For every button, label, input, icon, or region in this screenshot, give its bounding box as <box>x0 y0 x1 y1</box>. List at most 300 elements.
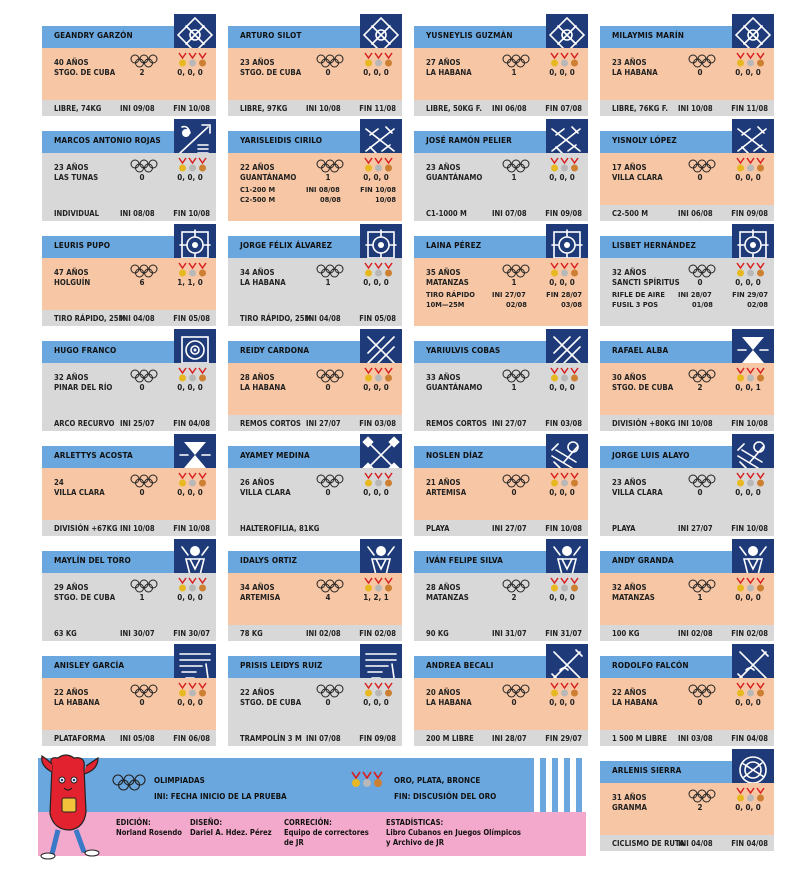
athlete-details <box>600 573 774 625</box>
athlete-name-bar <box>414 551 546 573</box>
ini-date-1: INI 28/07 <box>678 290 712 299</box>
athlete-name-bar <box>42 446 174 468</box>
athlete-card <box>414 224 588 326</box>
event-footer <box>42 520 216 536</box>
credits-panel <box>38 812 586 856</box>
athlete-name: LAINA PÉREZ <box>426 240 482 250</box>
ini-date: INI 10/08 <box>678 104 713 113</box>
athlete-city: MATANZAS <box>426 593 469 602</box>
medal-count: 0, 0, 0 <box>549 488 575 497</box>
athlete-age: 23 AÑOS <box>54 163 89 172</box>
athlete-details <box>228 573 402 625</box>
athlete-city: VILLA CLARA <box>240 488 291 497</box>
athlete-age: 32 AÑOS <box>612 268 647 277</box>
athlete-name-bar <box>228 236 360 258</box>
athlete-card <box>42 224 216 326</box>
event-name: C1-1000 M <box>426 209 467 218</box>
athlete-name-bar <box>600 236 732 258</box>
athlete-age: 31 AÑOS <box>612 793 647 802</box>
medal-count: 0, 0, 0 <box>735 488 761 497</box>
athlete-card <box>414 119 588 221</box>
olympic-participations: 0 <box>139 383 145 392</box>
athlete-city: GUANTÁNAMO <box>426 173 483 182</box>
medal-count: 0, 0, 0 <box>363 278 389 287</box>
event-name: LIBRE, 76KG F. <box>612 104 668 113</box>
medal-count: 0, 0, 0 <box>735 698 761 707</box>
event-footer <box>414 100 588 116</box>
athlete-age: 30 AÑOS <box>612 373 647 382</box>
olympic-participations: 0 <box>325 698 331 707</box>
event-footer <box>42 205 216 221</box>
ini-date: INI 10/08 <box>120 524 155 533</box>
athlete-name-bar <box>414 26 546 48</box>
medal-count: 1, 2, 1 <box>363 593 389 602</box>
event-name: C2-500 M <box>612 209 649 218</box>
event-name: LIBRE, 74KG <box>54 104 102 113</box>
medal-count: 0, 0, 0 <box>549 698 575 707</box>
olympic-participations: 2 <box>697 383 703 392</box>
event-footer <box>42 730 216 746</box>
ini-date-1: INI 08/08 <box>306 185 340 194</box>
athlete-name-bar <box>228 551 360 573</box>
athlete-details <box>414 678 588 730</box>
athlete-name-bar <box>600 446 732 468</box>
event-footer <box>600 520 774 536</box>
olympic-rings-icon <box>502 579 530 593</box>
athlete-card <box>600 749 774 851</box>
athlete-card <box>228 539 402 641</box>
athlete-age: 22 AÑOS <box>240 688 275 697</box>
credit-estadisticas-title: ESTADÍSTICAS: <box>386 818 444 827</box>
athlete-city: ARTEMISA <box>426 488 467 497</box>
ini-date: INI 06/08 <box>492 104 527 113</box>
ini-date: INI 27/07 <box>492 419 527 428</box>
athlete-card <box>42 434 216 536</box>
fin-date: FIN 10/08 <box>173 209 210 218</box>
event-footer <box>228 310 402 326</box>
olympic-participations: 1 <box>139 593 145 602</box>
ini-date: INI 27/07 <box>492 524 527 533</box>
event-name: 100 KG <box>612 629 640 638</box>
olympic-rings-icon <box>688 54 716 68</box>
athlete-details <box>600 48 774 100</box>
medal-count: 0, 0, 0 <box>549 383 575 392</box>
fin-date-2: 02/08 <box>747 300 768 309</box>
fin-date-1: FIN 10/08 <box>360 185 396 194</box>
athlete-name: REIDY CARDONA <box>240 345 310 355</box>
medal-count: 0, 0, 0 <box>363 488 389 497</box>
athlete-age: 27 AÑOS <box>426 58 461 67</box>
athlete-name: AYAMEY MEDINA <box>240 450 310 460</box>
athlete-city: MATANZAS <box>612 593 655 602</box>
olympic-participations: 1 <box>325 173 331 182</box>
event-name: TIRO RÁPIDO, 25M <box>54 314 126 323</box>
athlete-details <box>600 153 774 205</box>
athlete-name: GEANDRY GARZÓN <box>54 30 133 40</box>
fin-date: FIN 05/08 <box>359 314 396 323</box>
olympic-rings-icon <box>502 369 530 383</box>
athlete-details <box>414 573 588 625</box>
athlete-name: HUGO FRANCO <box>54 345 117 355</box>
athlete-city: MATANZAS <box>426 278 469 287</box>
athlete-name-bar <box>228 131 360 153</box>
athlete-card <box>228 329 402 431</box>
event-footer <box>228 100 402 116</box>
athlete-details <box>42 258 216 310</box>
athlete-details <box>228 468 402 520</box>
event-footer <box>228 520 402 536</box>
athlete-name-bar <box>600 761 732 783</box>
fin-date: FIN 05/08 <box>173 314 210 323</box>
event-footer <box>228 415 402 431</box>
athlete-name-bar <box>42 26 174 48</box>
athlete-name: IVÁN FELIPE SILVA <box>426 555 503 565</box>
fin-date: FIN 09/08 <box>545 209 582 218</box>
fin-date-2: 10/08 <box>375 195 396 204</box>
event-footer <box>600 835 774 851</box>
athlete-age: 34 AÑOS <box>240 268 275 277</box>
credit-edicion-title: EDICIÓN: <box>116 818 151 827</box>
athlete-details <box>600 468 774 520</box>
olympic-participations: 0 <box>697 173 703 182</box>
athlete-name: RAFAEL ALBA <box>612 345 669 355</box>
athlete-city: GRANMA <box>612 803 647 812</box>
fin-date: FIN 03/08 <box>545 419 582 428</box>
athlete-name: LISBET HERNÁNDEZ <box>612 240 696 250</box>
athlete-age: 23 AÑOS <box>240 58 275 67</box>
medal-count: 0, 0, 0 <box>735 593 761 602</box>
athlete-city: STGO. DE CUBA <box>54 593 116 602</box>
athlete-details <box>600 363 774 415</box>
olympic-participations: 0 <box>697 278 703 287</box>
event-name: 1 500 M LIBRE <box>612 734 667 743</box>
medal-count: 0, 0, 0 <box>549 278 575 287</box>
ini-date: INI 04/08 <box>306 314 341 323</box>
athlete-city: LA HABANA <box>240 383 286 392</box>
event-footer <box>414 730 588 746</box>
olympic-rings-icon <box>316 264 344 278</box>
athlete-age: 28 AÑOS <box>240 373 275 382</box>
athlete-name-bar <box>414 446 546 468</box>
event-line-2: C2-500 M <box>240 195 276 204</box>
olympic-participations: 1 <box>697 593 703 602</box>
athlete-details <box>414 468 588 520</box>
athlete-name: ANDREA BECALI <box>426 660 494 670</box>
medal-count: 0, 0, 0 <box>363 383 389 392</box>
stripes-decoration <box>528 758 586 812</box>
athlete-card <box>42 119 216 221</box>
medals-icon <box>350 770 386 796</box>
olympic-participations: 0 <box>139 173 145 182</box>
fin-date: FIN 02/08 <box>359 629 396 638</box>
athlete-name-bar <box>600 26 732 48</box>
athlete-age: 29 AÑOS <box>54 583 89 592</box>
medal-count: 0, 0, 0 <box>363 698 389 707</box>
athlete-city: ARTEMISA <box>240 593 281 602</box>
olympic-participations: 1 <box>511 278 517 287</box>
athlete-name: ANDY GRANDA <box>612 555 674 565</box>
event-name: PLAYA <box>426 524 450 533</box>
olympic-rings-icon <box>316 369 344 383</box>
athlete-card <box>228 119 402 221</box>
event-footer <box>414 415 588 431</box>
athlete-name-bar <box>600 341 732 363</box>
athlete-city: HOLGUÍN <box>54 278 91 287</box>
olympic-participations: 1 <box>511 173 517 182</box>
olympic-participations: 6 <box>139 278 145 287</box>
athlete-card <box>600 14 774 116</box>
ini-date-1: INI 27/07 <box>492 290 526 299</box>
olympic-rings-icon <box>688 474 716 488</box>
credit-correccion-value-2: de JR <box>284 838 304 847</box>
legend-olympics: OLIMPIADAS <box>154 776 205 785</box>
athlete-name-bar <box>42 551 174 573</box>
fin-date: FIN 10/08 <box>545 524 582 533</box>
athlete-age: 35 AÑOS <box>426 268 461 277</box>
athlete-card <box>414 14 588 116</box>
athlete-age: 23 AÑOS <box>612 58 647 67</box>
athlete-details <box>414 153 588 205</box>
athlete-city: GUANTÁNAMO <box>426 383 483 392</box>
fin-date: FIN 09/08 <box>731 209 768 218</box>
event-name: PLAYA <box>612 524 636 533</box>
athlete-name: JORGE LUIS ALAYO <box>612 450 690 460</box>
credit-edicion-value: Norland Rosendo <box>116 828 182 837</box>
olympic-participations: 0 <box>511 698 517 707</box>
ini-date: INI 07/08 <box>492 209 527 218</box>
olympic-rings-icon <box>688 579 716 593</box>
olympic-rings-icon <box>502 684 530 698</box>
olympic-rings-icon <box>130 474 158 488</box>
olympic-rings-icon <box>130 264 158 278</box>
athlete-card <box>42 14 216 116</box>
olympic-rings-icon <box>502 54 530 68</box>
athlete-city: LA HABANA <box>54 698 100 707</box>
olympic-rings-icon <box>316 684 344 698</box>
athlete-details <box>414 363 588 415</box>
medal-count: 0, 0, 0 <box>549 173 575 182</box>
athlete-details <box>228 258 402 310</box>
event-footer <box>228 205 402 221</box>
olympic-participations: 1 <box>325 278 331 287</box>
credit-estadisticas-value-1: Libro Cubanos en Juegos Olímpicos <box>386 828 521 837</box>
athlete-age: 17 AÑOS <box>612 163 647 172</box>
medal-count: 0, 0, 0 <box>177 68 203 77</box>
athlete-details <box>228 363 402 415</box>
medal-count: 0, 0, 0 <box>177 383 203 392</box>
athlete-city: LA HABANA <box>426 68 472 77</box>
ini-date: INI 30/07 <box>120 629 155 638</box>
olympic-participations: 0 <box>325 488 331 497</box>
event-name: DIVISIÓN +67KG <box>54 524 118 533</box>
fin-date: FIN 10/08 <box>173 104 210 113</box>
athlete-city: LA HABANA <box>240 278 286 287</box>
event-footer <box>600 625 774 641</box>
athlete-card <box>228 434 402 536</box>
ini-date: INI 09/08 <box>120 104 155 113</box>
event-name: INDIVIDUAL <box>54 209 99 218</box>
athlete-age: 32 AÑOS <box>612 583 647 592</box>
athlete-card <box>600 329 774 431</box>
athlete-age: 40 AÑOS <box>54 58 89 67</box>
athlete-details <box>414 258 588 310</box>
olympic-rings-icon <box>130 684 158 698</box>
medal-count: 0, 0, 0 <box>177 173 203 182</box>
event-line-1: C1-200 M <box>240 185 276 194</box>
olympic-participations: 1 <box>511 68 517 77</box>
medal-count: 0, 0, 0 <box>177 593 203 602</box>
event-footer <box>414 625 588 641</box>
ini-date-2: 08/08 <box>320 195 341 204</box>
athlete-card <box>600 539 774 641</box>
athlete-name: IDALYS ORTIZ <box>240 555 298 565</box>
event-footer <box>42 625 216 641</box>
event-name: TIRO RÁPIDO, 25M <box>240 314 312 323</box>
athlete-age: 22 AÑOS <box>612 688 647 697</box>
fin-date: FIN 10/08 <box>731 524 768 533</box>
fin-date: FIN 31/07 <box>545 629 582 638</box>
event-footer <box>42 100 216 116</box>
athlete-age: 23 AÑOS <box>426 163 461 172</box>
ini-date: INI 02/08 <box>306 629 341 638</box>
athlete-name: YISNOLY LÓPEZ <box>612 135 677 145</box>
event-footer <box>42 415 216 431</box>
fin-date: FIN 07/08 <box>545 104 582 113</box>
athlete-name: ANISLEY GARCÍA <box>54 660 125 670</box>
event-name: ARCO RECURVO <box>54 419 115 428</box>
ini-date: INI 06/08 <box>678 209 713 218</box>
olympic-participations: 0 <box>325 68 331 77</box>
ini-date: INI 27/07 <box>306 419 341 428</box>
athlete-city: STGO. DE CUBA <box>240 698 302 707</box>
athlete-name: YARISLEIDIS CIRILO <box>240 135 323 145</box>
athlete-card <box>42 539 216 641</box>
athlete-details <box>42 48 216 100</box>
olympic-rings-icon <box>688 684 716 698</box>
athlete-name: RODOLFO FALCÓN <box>612 660 689 670</box>
athlete-city: VILLA CLARA <box>612 173 663 182</box>
event-name: PLATAFORMA <box>54 734 106 743</box>
event-name: 63 KG <box>54 629 77 638</box>
olympic-participations: 2 <box>697 803 703 812</box>
athlete-city: LA HABANA <box>612 68 658 77</box>
athlete-details <box>600 258 774 310</box>
athlete-name-bar <box>414 341 546 363</box>
olympic-participations: 0 <box>697 68 703 77</box>
olympic-participations: 0 <box>325 383 331 392</box>
athlete-age: 34 AÑOS <box>240 583 275 592</box>
athlete-city: LA HABANA <box>426 698 472 707</box>
athlete-name-bar <box>228 656 360 678</box>
fin-date: FIN 04/08 <box>173 419 210 428</box>
event-name: 200 M LIBRE <box>426 734 474 743</box>
event-footer <box>600 205 774 221</box>
athlete-age: 24 <box>54 478 64 487</box>
event-name: HALTEROFILIA, 81KG <box>240 524 320 533</box>
athlete-card <box>228 644 402 746</box>
ini-date: INI 05/08 <box>120 734 155 743</box>
ini-date: INI 25/07 <box>120 419 155 428</box>
athlete-card <box>42 644 216 746</box>
athlete-city: LA HABANA <box>612 698 658 707</box>
athlete-city: LAS TUNAS <box>54 173 99 182</box>
olympic-participations: 0 <box>511 488 517 497</box>
athlete-name-bar <box>228 446 360 468</box>
medal-count: 0, 0, 0 <box>549 68 575 77</box>
athlete-card <box>414 644 588 746</box>
event-footer <box>600 100 774 116</box>
athlete-age: 32 AÑOS <box>54 373 89 382</box>
medal-count: 0, 0, 0 <box>363 173 389 182</box>
event-footer <box>414 520 588 536</box>
legend-fin: FIN: DISCUSIÓN DEL ORO <box>394 792 497 801</box>
fin-date-1: FIN 29/07 <box>732 290 768 299</box>
athlete-name: ARLETTYS ACOSTA <box>54 450 133 460</box>
athlete-name-bar <box>42 131 174 153</box>
athlete-name-bar <box>414 131 546 153</box>
athlete-name-bar <box>414 236 546 258</box>
fin-date: FIN 10/08 <box>173 524 210 533</box>
medal-count: 0, 0, 0 <box>549 593 575 602</box>
event-line-2: 10M—25M <box>426 300 465 309</box>
event-name: TRAMPOLÍN 3 M <box>240 734 302 743</box>
olympic-participations: 2 <box>139 68 145 77</box>
olympic-participations: 4 <box>325 593 331 602</box>
fin-date-2: 03/08 <box>561 300 582 309</box>
athlete-city: STGO. DE CUBA <box>240 68 302 77</box>
medal-count: 0, 0, 0 <box>735 173 761 182</box>
athlete-card <box>600 434 774 536</box>
athlete-age: 20 AÑOS <box>426 688 461 697</box>
medal-count: 0, 0, 0 <box>735 803 761 812</box>
olympic-rings-icon <box>130 579 158 593</box>
olympic-rings-icon <box>316 474 344 488</box>
event-name: LIBRE, 97KG <box>240 104 288 113</box>
ini-date: INI 10/08 <box>306 104 341 113</box>
credit-estadisticas-value-2: y Archivo de JR <box>386 838 444 847</box>
event-name: LIBRE, 50KG F. <box>426 104 482 113</box>
credit-correccion-value-1: Equipo de correctores <box>284 828 369 837</box>
athlete-card <box>228 14 402 116</box>
athlete-details <box>600 783 774 835</box>
olympic-rings-icon <box>130 54 158 68</box>
athlete-details <box>42 363 216 415</box>
fin-date: FIN 04/08 <box>731 734 768 743</box>
athlete-details <box>42 573 216 625</box>
olympic-rings-icon <box>316 579 344 593</box>
fin-date: FIN 06/08 <box>173 734 210 743</box>
athlete-age: 21 AÑOS <box>426 478 461 487</box>
athlete-name-bar <box>228 26 360 48</box>
athlete-name-bar <box>42 341 174 363</box>
olympic-rings-icon <box>502 264 530 278</box>
fin-date: FIN 29/07 <box>545 734 582 743</box>
athlete-details <box>42 678 216 730</box>
athlete-name-bar <box>600 656 732 678</box>
medal-count: 0, 0, 0 <box>363 68 389 77</box>
olympic-participations: 1 <box>511 383 517 392</box>
olympic-rings-icon <box>130 369 158 383</box>
athlete-details <box>414 48 588 100</box>
athlete-city: VILLA CLARA <box>54 488 105 497</box>
ini-date: INI 27/07 <box>678 524 713 533</box>
athlete-name: NOSLEN DÍAZ <box>426 450 484 460</box>
ini-date: INI 08/08 <box>120 209 155 218</box>
athlete-name: ARTURO SILOT <box>240 30 302 40</box>
legend-ini: INI: FECHA INICIO DE LA PRUEBA <box>154 792 287 801</box>
ini-date-2: 01/08 <box>692 300 713 309</box>
olympic-rings-icon <box>316 54 344 68</box>
